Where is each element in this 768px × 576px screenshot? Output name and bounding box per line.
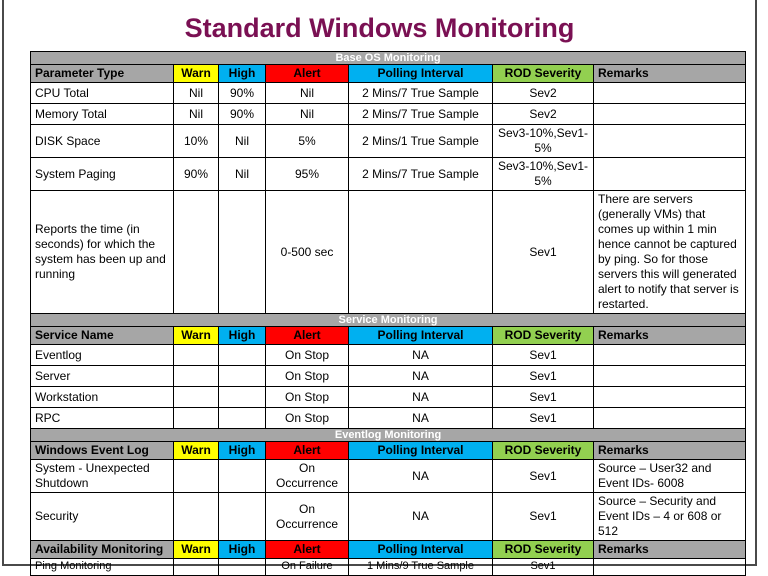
table-row xyxy=(31,345,746,366)
table-cell: Sev1 xyxy=(493,366,594,387)
table-cell: 10% xyxy=(174,125,219,158)
section-band-row xyxy=(31,52,746,65)
table-row xyxy=(31,387,746,408)
table-cell: Ping Monitoring xyxy=(31,559,174,576)
table-cell xyxy=(594,345,746,366)
table-cell: On Stop xyxy=(266,345,349,366)
table-cell: Sev1 xyxy=(493,460,594,493)
table-cell xyxy=(594,408,746,429)
column-header: ROD Severity xyxy=(493,541,594,559)
column-header: Polling Interval xyxy=(349,65,493,83)
column-header: Alert xyxy=(266,327,349,345)
table-cell xyxy=(174,408,219,429)
table-cell: Eventlog xyxy=(31,345,174,366)
table-cell: NA xyxy=(349,460,493,493)
table-row xyxy=(31,408,746,429)
table-cell: Nil xyxy=(219,158,266,191)
table-cell xyxy=(219,387,266,408)
table-cell: On Stop xyxy=(266,408,349,429)
column-header: High xyxy=(219,442,266,460)
table-cell: Sev3-10%,Sev1-5% xyxy=(493,125,594,158)
table-cell xyxy=(219,366,266,387)
column-header: Windows Event Log xyxy=(31,442,174,460)
table-cell: 90% xyxy=(174,158,219,191)
monitoring-table-body xyxy=(31,52,746,576)
column-header: ROD Severity xyxy=(493,65,594,83)
table-cell: 2 Mins/1 True Sample xyxy=(349,125,493,158)
table-cell: Nil xyxy=(174,83,219,104)
table-cell xyxy=(174,387,219,408)
table-cell xyxy=(594,366,746,387)
table-cell: Sev2 xyxy=(493,104,594,125)
table-cell xyxy=(594,125,746,158)
table-cell: Nil xyxy=(266,104,349,125)
table-cell: There are servers (generally VMs) that comes up within 1 min hence cannot be captured by ping. So for those servers this will generated alert to notify that server is restarted. xyxy=(594,191,746,314)
table-cell: Server xyxy=(31,366,174,387)
column-header-row xyxy=(31,442,746,460)
table-cell xyxy=(219,460,266,493)
column-header-row xyxy=(31,541,746,559)
table-cell: Sev1 xyxy=(493,345,594,366)
table-cell xyxy=(594,158,746,191)
table-row xyxy=(31,104,746,125)
table-cell: Sev3-10%,Sev1-5% xyxy=(493,158,594,191)
section-band-row xyxy=(31,314,746,327)
section-band-row xyxy=(31,429,746,442)
section-band-title: Eventlog Monitoring xyxy=(31,429,746,442)
table-cell: On Occurrence xyxy=(266,460,349,493)
section-band-title: Service Monitoring xyxy=(31,314,746,327)
column-header: Remarks xyxy=(594,65,746,83)
table-cell: 2 Mins/7 True Sample xyxy=(349,83,493,104)
column-header: Alert xyxy=(266,541,349,559)
table-cell xyxy=(174,493,219,541)
table-cell: Security xyxy=(31,493,174,541)
table-cell: 0-500 sec xyxy=(266,191,349,314)
table-row xyxy=(31,460,746,493)
table-cell: Sev1 xyxy=(493,191,594,314)
column-header: Polling Interval xyxy=(349,442,493,460)
table-cell: RPC xyxy=(31,408,174,429)
table-cell: DISK Space xyxy=(31,125,174,158)
column-header: Service Name xyxy=(31,327,174,345)
table-cell: 5% xyxy=(266,125,349,158)
table-cell: NA xyxy=(349,387,493,408)
column-header: Remarks xyxy=(594,541,746,559)
table-cell xyxy=(174,460,219,493)
column-header: Warn xyxy=(174,541,219,559)
column-header: High xyxy=(219,327,266,345)
table-row xyxy=(31,83,746,104)
table-cell xyxy=(594,83,746,104)
table-cell xyxy=(219,559,266,576)
table-cell: Reports the time (in seconds) for which the system has been up and running xyxy=(31,191,174,314)
column-header: ROD Severity xyxy=(493,442,594,460)
table-cell xyxy=(174,366,219,387)
table-cell: Sev1 xyxy=(493,387,594,408)
column-header-row xyxy=(31,65,746,83)
table-cell: On Stop xyxy=(266,366,349,387)
table-cell: NA xyxy=(349,366,493,387)
table-cell: On Failure xyxy=(266,559,349,576)
column-header: Alert xyxy=(266,442,349,460)
table-cell: Nil xyxy=(174,104,219,125)
column-header: Parameter Type xyxy=(31,65,174,83)
table-cell: 90% xyxy=(219,83,266,104)
column-header: Warn xyxy=(174,442,219,460)
column-header: Alert xyxy=(266,65,349,83)
table-cell: System Paging xyxy=(31,158,174,191)
column-header: Warn xyxy=(174,65,219,83)
table-cell: NA xyxy=(349,345,493,366)
table-cell: 2 Mins/7 True Sample xyxy=(349,158,493,191)
column-header: High xyxy=(219,541,266,559)
table-row xyxy=(31,158,746,191)
table-cell: Nil xyxy=(266,83,349,104)
table-cell xyxy=(174,191,219,314)
table-cell: Memory Total xyxy=(31,104,174,125)
table-row xyxy=(31,366,746,387)
table-cell: NA xyxy=(349,493,493,541)
table-cell xyxy=(349,191,493,314)
column-header: ROD Severity xyxy=(493,327,594,345)
table-cell xyxy=(594,387,746,408)
table-cell: Sev1 xyxy=(493,493,594,541)
table-cell: 95% xyxy=(266,158,349,191)
column-header-row xyxy=(31,327,746,345)
table-cell: Nil xyxy=(219,125,266,158)
table-cell: NA xyxy=(349,408,493,429)
page-title: Standard Windows Monitoring xyxy=(184,13,575,43)
table-cell xyxy=(219,345,266,366)
table-cell: 90% xyxy=(219,104,266,125)
table-cell: 1 Mins/9 True Sample xyxy=(349,559,493,576)
column-header: Remarks xyxy=(594,442,746,460)
monitoring-table xyxy=(30,51,746,576)
table-cell: System - Unexpected Shutdown xyxy=(31,460,174,493)
column-header: High xyxy=(219,65,266,83)
table-cell: Source – User32 and Event IDs- 6008 xyxy=(594,460,746,493)
table-cell: Sev1 xyxy=(493,408,594,429)
table-cell xyxy=(174,345,219,366)
table-cell: Sev1 xyxy=(493,559,594,576)
table-cell: On Occurrence xyxy=(266,493,349,541)
table-row xyxy=(31,493,746,541)
table-cell xyxy=(594,104,746,125)
table-cell: 2 Mins/7 True Sample xyxy=(349,104,493,125)
column-header: Warn xyxy=(174,327,219,345)
document-page xyxy=(2,0,757,573)
table-cell xyxy=(594,559,746,576)
table-cell xyxy=(219,408,266,429)
table-cell xyxy=(219,191,266,314)
column-header: Availability Monitoring xyxy=(31,541,174,559)
table-cell xyxy=(174,559,219,576)
table-row xyxy=(31,559,746,576)
table-cell: Workstation xyxy=(31,387,174,408)
section-band-title: Base OS Monitoring xyxy=(31,52,746,65)
table-row xyxy=(31,191,746,314)
table-cell: On Stop xyxy=(266,387,349,408)
table-cell: CPU Total xyxy=(31,83,174,104)
table-cell: Source – Security and Event IDs – 4 or 608 or 512 xyxy=(594,493,746,541)
column-header: Polling Interval xyxy=(349,327,493,345)
table-row xyxy=(31,125,746,158)
column-header: Remarks xyxy=(594,327,746,345)
table-cell xyxy=(219,493,266,541)
column-header: Polling Interval xyxy=(349,541,493,559)
table-cell: Sev2 xyxy=(493,83,594,104)
